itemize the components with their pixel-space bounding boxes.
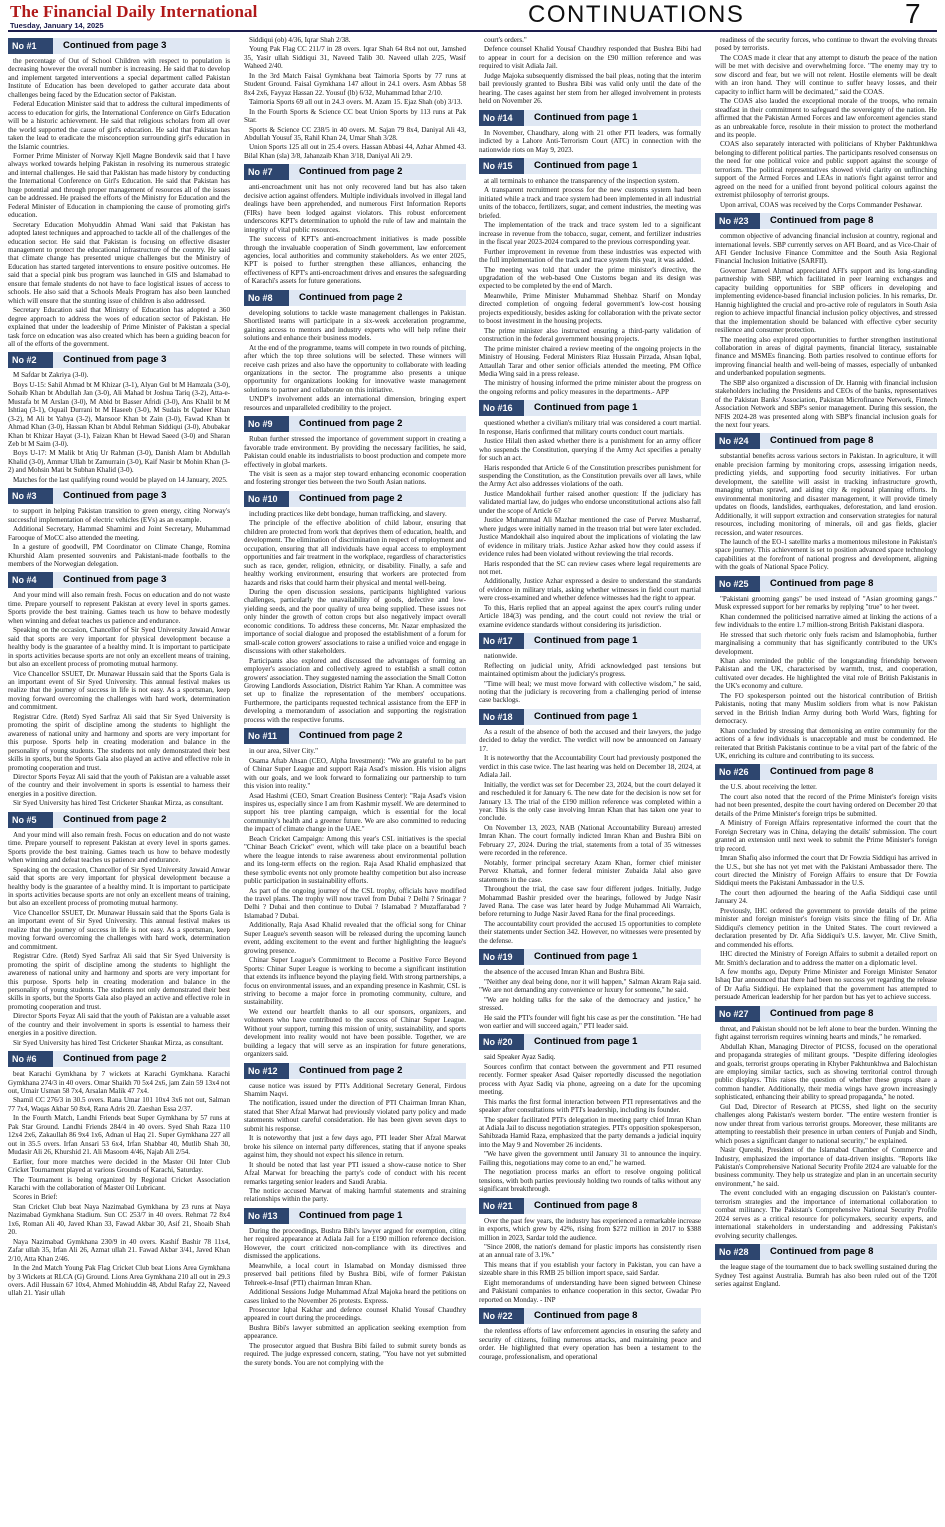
- article-paragraph: Sir Syed University has hired Test Cricketer Shaukat Mirza, as consultant.: [13, 799, 224, 808]
- article-paragraph: Imran Shafiq also informed the court that Dr Fowzia Siddiqui has arrived in the U.S., but she has not yet met with the Pakistani Ambassador there. The court directed the Ministry of Foreign Affairs to ensure that Dr Fowzia Siddiqui meets the Pakistani Ambassador in the U.S.: [715, 854, 937, 888]
- article-paragraph: The COAS made it clear that any attempt to disturb the peace of the nation will be met with decisive and overwhelming force. "The enemy may try to sow discord and fear, but we will not relent. Hostile elements will be dealt with an iron hand. They will continue to suffer heavy losses, and their capacity to inflict harm will be decimated," said the COAS.: [715, 53, 937, 96]
- newspaper-name: The Financial Daily International: [10, 2, 258, 21]
- article-paragraph: Haris responded that Article 6 of the Constitution prescribes punishment for suspending the Constitution, as the Constitution prevails over all laws, while the Army Act also addresses violations of the oath.: [479, 463, 701, 489]
- article-paragraph: Earlier, four more matches were decided in the Master Oil Inter Club Cricket Tournament played at various Grounds of Karachi, Saturday.: [8, 1157, 230, 1175]
- article-paragraph: Director Sports Feyaz Ali said that the youth of Pakistan are a valuable asset of the country and their involvement in sports is essential to harness their energies in a positive direction.: [8, 1012, 230, 1038]
- continuation-number: No #9: [244, 416, 289, 432]
- continuation-source: Continued from page 3: [53, 38, 230, 54]
- article-paragraph: The meeting also explored opportunities to further strengthen institutional collaboration in areas of digital payments, financial literacy, sustainable finance and MSMEs financing. Both parties resolved to continue efforts for improving financial health and well-being of masses, especially of unbanked and underbanked population segments.: [715, 335, 937, 378]
- article: [8, 572, 230, 807]
- article-paragraph: Additionally, Justice Azhar expressed a desire to understand the standards of evidence in military trials, asking whether witnesses in field court martial were cross-examined and whether defence witnesses had the right to appear.: [479, 577, 701, 603]
- continuation-header: [479, 633, 701, 649]
- article-paragraph: in our area, Silver City.": [249, 747, 319, 756]
- article-paragraph: Shamil CC 276/3 in 30.5 overs. Rana Umar 101 10x4 3x6 not out, Salman 77 7x4, Waqas Akbar 50 8x4, Rana Adris 20. Zaeshan Essa 2/37.: [8, 1096, 230, 1113]
- article-paragraph: "We have given the government until January 31 to announce the inquiry. Failing this, negotiations may come to an end," he warned.: [479, 1150, 701, 1167]
- continuation-header: [479, 1308, 701, 1324]
- continuation-number: No #1: [8, 38, 53, 54]
- continuation-header: [8, 572, 230, 588]
- article-paragraph: "We are holding talks for the sake of the democracy and justice," he stressed.: [479, 995, 701, 1013]
- continuation-header: [479, 158, 701, 174]
- article-paragraph: Matches for the last qualifying round would be played on 14 January, 2025.: [13, 475, 228, 484]
- article-paragraph: In the Fourth Sports & Science CC beat Union Sports by 113 runs at Pak Star.: [244, 107, 466, 125]
- article-paragraph: Stan Cricket Club beat Naya Nazimabad Gymkhana by 23 runs at Naya Nazimabad Gymkhana Stadium. Sun CC 253/7 in 40 overs. Rehmat 72 8x4 1x6, Roman Ali 40, Javed Khan 33, Fawad Akbar 30, Asif 21, Shoaib Shah 20.: [8, 1202, 230, 1237]
- continuation-number: No #3: [8, 488, 53, 504]
- continuation-number: No #11: [244, 728, 289, 744]
- continuation-source: Continued from page 3: [53, 352, 230, 368]
- article-paragraph: Ruban further stressed the importance of government support in creating a favorable trade environment. By providing the necessary facilities, he said, Pakistan could enable its industrialists to boost production and compete more effectively in global markets.: [244, 435, 466, 469]
- article: [244, 416, 466, 487]
- article: [479, 110, 701, 154]
- article: [8, 352, 230, 484]
- article: [244, 728, 466, 1058]
- article-paragraph: Reflecting on judicial unity, Afridi acknowledged past tensions but maintained optimism about the judiciary's progress.: [479, 661, 701, 679]
- continuation-header: [715, 1006, 937, 1022]
- continuation-number: No #22: [479, 1308, 524, 1324]
- article-paragraph: including practices like debt bondage, human trafficking, and slavery.: [249, 509, 447, 518]
- continuation-source: Continued from page 2: [289, 290, 466, 306]
- article: [479, 36, 701, 106]
- article-paragraph: Scores in Brief:: [13, 1193, 58, 1202]
- continuation-header: [244, 1208, 466, 1224]
- article-paragraph: Registrar Cdre. (Retd) Syed Sarfraz Ali said that Sir Syed University is promoting the spirit of discipline among the students to highlight the awareness of national unity and harmony and sports are very important for this purpose. Sports help in creating moderation and balance in the personality of young students. The students not only demonstrated their best skills in sports, but the Sports Gala also played an active and effective role in promoting cooperation and trust.: [8, 952, 230, 1011]
- article-paragraph: developing solutions to tackle waste management challenges in Pakistan. Shortlisted teams will participate in a six-week acceleration programme, gaining access to mentors and industry experts who will help refine their solutions and enhance their business models.: [244, 308, 466, 343]
- continuation-source: Continued from page 1: [524, 400, 701, 416]
- article-paragraph: nationwide.: [484, 652, 518, 661]
- continuation-header: [8, 352, 230, 368]
- article-paragraph: Former Prime Minister of Norway Kjell Magne Bondevik said that I have always worked towards helping Pakistan in resolving its numerous strategic and internal challenges. He said that Pakistan has made history by conducting the International Conference on Girl's Education. He said that Pakistan has huge potential and through proper management of resources all of the issues can be addressed. He praised the efforts of the Ministry for Education and the Federal Minister of Education in championing the cause of promoting girl's education.: [8, 151, 230, 220]
- article-paragraph: Khan condemned the politicised narrative aimed at linking the actions of a few individuals to the entire 1.7 million-strong British Pakistani diaspora.: [715, 612, 937, 630]
- article-paragraph: Chinar Super League's Commitment to Become a Positive Force Beyond Sports: Chinar Super League is working to become a significant institution that extends its influence beyond the playing field. With strong partnerships, a focus on environmental issues, and an expanding presence in Kashmir, CSL is striving to become a major force in promoting community, culture, and sustainability.: [244, 956, 466, 1007]
- article: [479, 949, 701, 1030]
- column-4: [715, 36, 937, 1523]
- continuation-header: [8, 1051, 230, 1067]
- article-paragraph: to support in helping Pakistan transition to green energy, citing Norway's successful implementation of electric vehicles (EVs) as an example.: [8, 507, 230, 524]
- article-paragraph: As a result of the absence of both the accused and their lawyers, the judge decided to delay the verdict. The verdict will now be announced on January 17.: [479, 727, 701, 753]
- article: [244, 36, 466, 160]
- article: [715, 1244, 937, 1288]
- continuation-header: [8, 488, 230, 504]
- article-paragraph: He stressed that such rhetoric only fuels racism and Islamophobia, further marginalising a community that has significantly contributed to the UK's development.: [715, 630, 937, 656]
- continuation-number: No #2: [8, 352, 53, 368]
- article-paragraph: During the proceedings, Bushra Bibi's lawyer argued for exemption, citing her required appearance at Adiala Jail for a £190 million reference decision. However, the court criticized non-compliance with its directives and dismissed the applications.: [244, 1226, 466, 1261]
- article-paragraph: Speaking on the occasion, Chancellor of Sir Syed University Jawaid Anwar said that sports are very important for physical development because a healthy body is the guarantee of a healthy mind. It is important to participate in sports activities because sports are not only an excellent means of training, but also an excellent process of promoting mutual harmony.: [8, 626, 230, 669]
- article-paragraph: A transparent recruitment process for the new customs system had been initiated while a track and trace system had been implemented in all industrial units of the tobacco, fertilizers, sugar, and cement industries, the meeting was briefed.: [479, 186, 701, 220]
- article: [479, 400, 701, 629]
- continuation-source: Continued from page 8: [760, 764, 937, 780]
- continuation-number: No #10: [244, 491, 289, 507]
- page-number: 7: [905, 0, 921, 29]
- continuation-source: Continued from page 1: [524, 110, 701, 126]
- article-paragraph: The implementation of the track and trace system led to a significant increase in revenue from the tobacco, sugar, cement, and fertilizer industries in the fiscal year 2023-2024 compared to the previous corresponding year.: [479, 221, 701, 247]
- article-paragraph: This marks the first formal interaction between PTI representatives and the speaker after consultations with PTI's leadership, including its founder.: [479, 1097, 701, 1115]
- article-paragraph: In November, Chaudhary, along with 21 other PTI leaders, was formally indicted by a Lahore Anti-Terrorism Court (ATC) in connection with the nationwide riots on May 9, 2023.: [479, 128, 701, 154]
- article: [8, 38, 230, 348]
- article-paragraph: During the open discussion sessions, participants highlighted various challenges, particularly the unavailability of goods, defective and low-yielding seeds, and the poor quality of urea being supplied. These issues not only hinder the growth of cotton crops but also negatively impact overall economic conditions. To address these concerns, Mr. Nazar emphasized the importance of social dialogue and proposed the establishment of a forum for small-scale cotton growers' associations to raise a unified voice and engage in discussions with other stakeholders.: [244, 588, 466, 656]
- article-paragraph: In the 2nd Match Young Pak Flag Cricket Club beat Lions Area Gymkhana by 3 Wickets at RLCA (G) Ground. Lions Area Gymkhana 210 all out in 29.3 overs. Adil Hussain 67 10x4, Ahmed Mohiuddin 48, Abdul Rafay 22, Naveed ullah 21. Yasir ullah: [8, 1264, 230, 1298]
- article-paragraph: It is noteworthy that the Accountability Court had previously postponed the verdict in this case twice. The last hearing was held on December 18, 2024, at Adiala Jail.: [479, 754, 701, 780]
- continuation-header: [715, 764, 937, 780]
- article-paragraph: Prosecutor Iqbal Kakhar and defence counsel Khalid Yousaf Chaudhry appeared in court during the proceedings.: [244, 1306, 466, 1323]
- article-paragraph: Eight memorandums of understanding have been signed between Chinese and Pakistani companies to enhance cooperation in this sector, Gwadar Pro reported on Monday. - INP: [479, 1278, 701, 1304]
- article-paragraph: The FO spokesperson pointed out the historical contribution of British Pakistanis, noting that many Muslim soldiers from what is now Pakistan served in the British Indian Army during both World Wars, fighting for democracy.: [715, 691, 937, 726]
- continuation-header: [479, 709, 701, 725]
- article-paragraph: the absence of the accused Imran Khan and Bushra Bibi.: [484, 968, 645, 977]
- article-paragraph: Boys U-17: M Malik bt Atiq Ur Rahman (3-0), Danish Alam bt Abdullah Khalid (3-0), Ammar Ullah bt Zamurrain (3-0), Kaif Nasir bt Mohin Khan (3-2) and Mohsin Mati bt Subhan Khalid (3-0).: [8, 449, 230, 475]
- article-paragraph: "Neither any deal being done, nor it will happen," Salman Akram Raja said. "We are not demanding any convenience or luxury for someone," he said.: [479, 977, 701, 995]
- continuation-source: Continued from page 2: [289, 416, 466, 432]
- article: [715, 36, 937, 209]
- article-paragraph: Sports & Science CC 238/5 in 40 overs. M. Sajan 79 8x4, Daniyal Ali 43, Abdullah Yousuf 35, Rahil Khan 24, Umar Shah 3/28.: [244, 125, 466, 142]
- article-paragraph: Federal Education Minister said that to address the cultural impediments of access to education for girls, the International Conference on Girl's Education will be a historic achievement. He said that religious scholars from all over the world supported the cause of girl's education. He said that Pakistan has taken the lead to eradicate the misconception surrounding girl's education in the Islamic countries.: [8, 100, 230, 151]
- article-paragraph: Bushra Bibi's lawyer submitted an application seeking exemption from appearance.: [244, 1323, 466, 1341]
- article-paragraph: The notice accused Marwat of making harmful statements and straining relationships within the party.: [244, 1187, 466, 1204]
- continuation-source: Continued from page 1: [524, 709, 701, 725]
- article-paragraph: Meanwhile, Prime Minister Muhammad Shehbaz Sharif on Monday directed completion of ongoing federal government's low-cost housing projects expeditiously, besides asking for collaboration with the private sector to boost investment in the housing projects.: [479, 291, 701, 326]
- article-paragraph: The ministry of housing informed the prime minister about the progress on the ongoing reforms and policy measures in the departments.- APP: [479, 379, 701, 396]
- article-paragraph: "Since 2008, the nation's demand for plastic imports has consistently risen at an annual rate of 3.1%.": [479, 1243, 701, 1260]
- continuation-number: No #24: [715, 433, 760, 449]
- article-paragraph: Boys U-15: Sahil Ahmad bt M Khizar (3-1), Alyan Gul bt M Hamzala (3-0), Sohaib Khan bt Abdullah Jan (3-0), Ali Mahad bt Joshua Tariq (3-2), Atta-e-Mustafa bt M Arslan (3-0), M Abid bt Basser Afridi (3-0), Ans Khalil bt M Ishtiaq (3-1), Oquail Durrani bt M Haseeb (3-0), M Sudais bt Qadeer Khan (3-2), M Ali bt Yahya (3-2), Mansoor Khan bt Zain (3-0), Fawad Khan bt Ahmad Khan (3-0), Hassan Khan bt Abdul Rehman Siddiqui (3-0), Abubakar Khan bt Khizar Hayat (3-1), Faizan Khan bt Hewad Saeed (3-0) and Sharan Zeb bt M Saim (3-0).: [8, 380, 230, 449]
- column-1: [8, 36, 230, 1523]
- continuation-number: No #16: [479, 400, 524, 416]
- article-paragraph: The launch of the EO-1 satellite marks a momentous milestone in Pakistan's space journey. This achievement is set to position advanced space technology capabilities at the forefront of national progress and development, aligning with the goals of National Space Policy.: [715, 538, 937, 572]
- article-paragraph: The prime minister also instructed ensuring a third-party validation of construction in the federal government housing projects.: [479, 326, 701, 344]
- continuation-header: [8, 38, 230, 54]
- article: [479, 1034, 701, 1193]
- article-paragraph: common objective of advancing financial inclusion at country, regional and international levels. SBP currently serves on AFI Board, and as Vice-Chair of AFI Gender Inclusive Finance Committee and the South Asia Regional Financial Inclusion Initiative (SARFII).: [715, 232, 937, 266]
- continuation-source: Continued from page 8: [524, 1308, 701, 1324]
- article-paragraph: Haris responded that the SC can review cases where legal requirements are not met.: [479, 559, 701, 577]
- article: [244, 491, 466, 724]
- article-paragraph: Siddiqui (ob) 4/36, Iqrar Shah 2/38.: [249, 36, 351, 44]
- article-paragraph: The COAS also lauded the exceptional morale of the troops, who remain steadfast in their commitment to safeguard the sovereignty of the nation. He affirmed that the Pakistan Armed Forces and law enforcement agencies stand as an unbreakable force, resolute in their mission to protect the motherland and its people.: [715, 97, 937, 139]
- continuation-source: Continued from page 2: [289, 728, 466, 744]
- article-paragraph: Union Sports 125 all out in 25.4 overs. Hassan Abbasi 44, Azhar Ahmed 43. Bilal Khan (sla) 3/8, Jahanzaib Khan 3/18, Daniyal Ali 2/9.: [244, 143, 466, 160]
- continuation-header: [715, 1244, 937, 1260]
- continuation-source: Continued from page 3: [53, 572, 230, 588]
- article: [479, 709, 701, 945]
- continuation-header: [715, 576, 937, 592]
- article-paragraph: The prosecutor argued that Bushra Bibi failed to submit surety bonds as required. The judge expressed concern, stating, "You have not yet submitted the surety bonds. You are not complying with the: [244, 1341, 466, 1367]
- article: [244, 290, 466, 412]
- article-paragraph: beat Karachi Gymkhana by 7 wickets at Karachi Gymkhana. Karachi Gymkhana 274/3 in 40 overs. Omar Shaikh 70 5x4 2x6, jam Zain 59 13x4 not out, Umair Usman 58 7x4, Arsalan Malik 47 7x4.: [8, 1070, 230, 1096]
- continuation-source: Continued from page 1: [524, 1034, 701, 1050]
- article-paragraph: This means that if you establish your factory in Pakistan, you can have a sizeable share in this RMB 25 billion import space, said Sardar.: [479, 1260, 701, 1278]
- continuation-number: No #14: [479, 110, 524, 126]
- article-paragraph: the percentage of Out of School Children with respect to population is decreasing however the overall number is increasing. He said that to develop and implement targeted interventions a special department called Pakistan Institute of Education has been developed to gather accurate data about challenges being faced by the Education sector of Pakistan.: [8, 57, 230, 99]
- continuation-number: No #6: [8, 1051, 53, 1067]
- header-rule: [8, 30, 937, 32]
- article-paragraph: A few months ago, Deputy Prime Minister and Foreign Minister Senator Ishaq Dar announced that there had been no success yet regarding the release of Dr Aafia Siddiqui. He explained that the government has attempted to persuade American leadership for her pardon but has yet to achieve success.: [715, 967, 937, 1002]
- article: [479, 1308, 701, 1361]
- article: [8, 1051, 230, 1298]
- article-paragraph: He said the PTI's founder will fight his case as per the constitution. "He had won earlier and will succeed again," PTI leader said.: [479, 1013, 701, 1030]
- continuation-header: [8, 812, 230, 828]
- article-paragraph: Additional Secretary, Hammad Shamimi and Joint Secretary, Muhammad Farooque of MoCC also attended the meeting.: [8, 525, 230, 542]
- article-paragraph: Speaking on the occasion, Chancellor of Sir Syed University Jawaid Anwar said that sports are very important for physical development because a healthy body is the guarantee of a healthy mind. It is important to participate in sports activities because sports are not only an excellent means of training, but also an excellent process of promoting mutual harmony.: [8, 865, 230, 908]
- article: [8, 812, 230, 1047]
- article-paragraph: The speaker facilitated PTI's delegation in meeting party chief Imran Khan at Adiala Jail to discuss negotiation strategies. PTI's opposition spokesperson, Sahibzada Hamid Raza, emphasized that the party demands a judicial inquiry into the May 9 and November 26 incidents.: [479, 1115, 701, 1149]
- article-paragraph: We extend our heartfelt thanks to all our sponsors, organizers, and volunteers who have contributed to the success of Chinar Super League. Without your support, turning this mission of unity, sustainability, and sports development into reality would not have been possible. Together, we are building a legacy that will serve as an inspiration for future generations, organizers said.: [244, 1007, 466, 1059]
- article-paragraph: Registrar Cdre. (Retd) Syed Sarfraz Ali said that Sir Syed University is promoting the spirit of discipline among the students to highlight the awareness of national unity and harmony and sports are very important for this purpose. Sports help in creating moderation and balance in the personality of young students. The students not only demonstrated their best skills in sports, but the Sports Gala also played an active and effective role in promoting cooperation and trust.: [8, 712, 230, 772]
- article-paragraph: Vice Chancellor SSUET, Dr. Munawar Hussain said that the Sports Gala is an important event of Sir Syed University. This annual festival makes us realize that the journey of success in life is not easy. As a sportsman, keep moving forward overcoming the challenges with hard work, determination and commitment.: [8, 908, 230, 951]
- article-paragraph: And your mind will also remain fresh. Focus on education and do not waste time. Prepare yourself to represent Pakistan at every level in sports games. Sports provide the best training. Games teach us how to behave modestly when winning and defeat teaches us patience and endurance.: [8, 591, 230, 625]
- article-paragraph: Nasir Qureshi, President of the Islamabad Chamber of Commerce and Industry, emphasized the importance of data-driven insights. "Reports like Pakistan's Comprehensive National Security Profile 2024 are valuable for the business community. They help us strategize and plan in an uncertain security environment," he said.: [715, 1146, 937, 1188]
- article-paragraph: Asad Hashmi (CEO, Smart Creation Business Center): "Raja Asad's vision inspires us, especially since I am from Kashmir myself. We are determined to support his tree planting campaign, which is essential for the local community's health and a greener future. We are also committed to reducing the impact of climate change in the UAE.": [244, 791, 466, 834]
- continuation-number: No #5: [8, 812, 53, 828]
- article-paragraph: The success of KPT's anti-encroachment initiatives is made possible through the invaluable cooperation of Sindh government, law enforcement agencies, local authorities and community stakeholders. As we enter 2025, KPT is poised to further strengthen these alliances, enhancing the effectiveness of KPT's anti-encroachment drives and ensures the safeguarding of Karachi's assets for future generations.: [244, 235, 466, 286]
- continuation-header: [244, 728, 466, 744]
- article-paragraph: As part of the ongoing journey of the CSL trophy, officials have modified the travel plans. The trophy will now travel from Dubai ? Delhi ? Srinagar ? Delhi ? Dubai and then continue to Dubai ? Islamabad ? Muzaffarabad ? Islamabad ? Dubai.: [244, 886, 466, 920]
- article-paragraph: the U.S. about receiving the letter.: [720, 783, 817, 792]
- article-paragraph: "Pakistani grooming gangs" be used instead of "Asian grooming gangs." Musk expressed support for her remarks by replying "true" to her tweet.: [715, 594, 937, 612]
- article-paragraph: M Safdar bt Zakriya (3-0).: [13, 371, 89, 380]
- article-paragraph: The court then adjourned the hearing of the Aafia Siddiqui case until January 24.: [715, 888, 937, 906]
- article-paragraph: To this, Haris replied that an appeal against the apex court's ruling under Article 184(3) was pending, and the court could not review the trial or examine evidence standards without considering its jurisdiction.: [479, 603, 701, 629]
- continuation-number: No #13: [244, 1208, 289, 1224]
- article-paragraph: A Ministry of Foreign Affairs representative informed the court that the Foreign Secretary was in China, delaying the details' submission. The court granted an extension until next week to submit the Prime Minister's foreign trip record.: [715, 819, 937, 853]
- continuation-number: No #23: [715, 213, 760, 229]
- article: [715, 433, 937, 571]
- article-paragraph: In a gesture of goodwill, PM Coordinator on Climate Change, Romina Khurshid Alam presented souvenirs and Pakistani-made footballs to the members of the Norwegian delegation.: [8, 543, 230, 569]
- article-paragraph: Secretary Education Mohyuddin Ahmad Wani said that Pakistan has adopted latest techniques and approached to tackle all of the challenges of the education sector. He said that Pakistan is focusing on effective disaster management to protect the educational infrastructure of the country. He said that climate change has presented unique challenges but the Ministry of Education has started targeted interventions to ensure positive outcomes. He said that a special pink bus program was launched in GIS and Islamabad to ensure that female students do not have to face logistical issues of access to schools. He also said that a Schools Meals Program has also been launched which will ensure that the stunting issue of children is also addressed.: [8, 220, 230, 305]
- continuation-header: [715, 213, 937, 229]
- continuation-number: No #12: [244, 1063, 289, 1079]
- article-paragraph: Sources confirm that contact between the government and PTI resumed recently. Former speaker Asad Qaiser reportedly discussed the negotiation process with Ayaz Sadiq via phone, agreeing on a date for the upcoming meeting.: [479, 1062, 701, 1097]
- article-paragraph: Upon arrival, COAS was received by the Corps Commander Peshawar.: [720, 200, 923, 209]
- continuation-header: [244, 491, 466, 507]
- continuation-header: [244, 1063, 466, 1079]
- continuation-number: No #26: [715, 764, 760, 780]
- article-paragraph: Justice Mandokhail further raised another question: If the judiciary has validated martial law, do judges who endorse unconstitutional actions also fall under the scope of Article 6?: [479, 489, 701, 515]
- continuation-source: Continued from page 2: [53, 812, 230, 828]
- article: [715, 1006, 937, 1240]
- article-paragraph: Over the past few years, the industry has experienced a remarkable increase in exports, which grew by 42%, rising from $272 million in 2017 to $388 million in 2023, Sardar told the audience.: [479, 1216, 701, 1242]
- article-paragraph: It is noteworthy that just a few days ago, PTI leader Sher Afzal Marwat broke his silence on internal party differences, stating that if anyone speaks against him, they should not expect his silence in return.: [244, 1134, 466, 1160]
- continuation-source: Continued from page 3: [53, 488, 230, 504]
- article-paragraph: said Speaker Ayaz Sadiq.: [484, 1053, 556, 1062]
- continuation-source: Continued from page 8: [760, 1006, 937, 1022]
- article-paragraph: The principle of the effective abolition of child labour, ensuring that children are protected from work that deprives them of education, health, and development. The elimination of discrimination in respect of employment and occupation, ensuring that all individuals have equal access to employment opportunities and fair treatment in the workplace, regardless of characteristics such as race, gender, religion, ethnicity, or disability. Finally, a safe and healthy working environment, ensuring that workers are protected from hazards and risks that could harm their physical and mental well-being.: [244, 519, 466, 587]
- article-paragraph: The negotiation process marks an effort to resolve ongoing political tensions, with both parties previously holding two rounds of talks without any significant breakthrough.: [479, 1168, 701, 1194]
- continuation-source: Continued from page 1: [524, 949, 701, 965]
- continuation-number: No #20: [479, 1034, 524, 1050]
- continuation-source: Continued from page 8: [760, 1244, 937, 1260]
- article-paragraph: Justice Hilali then asked whether there is a punishment for an army officer who suspends the Constitution, querying if the Army Act specifies a penalty for such an act.: [479, 437, 701, 463]
- continuation-source: Continued from page 8: [760, 433, 937, 449]
- continuation-number: No #28: [715, 1244, 760, 1260]
- article: [479, 1198, 701, 1305]
- article: [244, 1208, 466, 1367]
- column-2: [244, 36, 466, 1523]
- article-paragraph: Gul Dad, Director of Research at PICSS, shed light on the security challenges along Pakistan's western border. "The entire western frontier is now under threat from various terrorist groups. Moreover, these militants are attempting to reestablish their presence in urban centers of Punjab and Sindh, which poses a significant danger to national security," he explained.: [715, 1102, 937, 1145]
- article-paragraph: The notification, issued under the direction of PTI Chairman Imran Khan, stated that Sher Afzal Marwat had previously violated party policy and made statements without careful consideration. He has been given seven days to submit his response.: [244, 1099, 466, 1133]
- article-paragraph: Sir Syed University has hired Test Cricketer Shaukat Mirza, as consultant.: [13, 1038, 224, 1047]
- article-paragraph: court's orders.": [484, 36, 527, 44]
- article: [244, 164, 466, 285]
- article-paragraph: Governor Jameel Ahmad appreciated AFI's support and its long-standing partnership with SBP, which facilitated in peer learning exchanges and capacity building opportunities for SBP officers in developing and implementing evidence-based financial inclusion policies. In his remarks, Dr. Hannig highlighted the crucial and pro-active role of regulators in South Asia region to achieve impactful financial inclusion policy objectives, and stressed that the implementation should be balanced with effective cyber security resilience and consumer protection.: [715, 266, 937, 335]
- continuation-source: Continued from page 2: [53, 1051, 230, 1067]
- article-paragraph: The SBP also organized a discussion of Dr. Hannig with financial inclusion stakeholders including the Presidents and CEOs of the banks, representatives of the Pakistan Banks' Association, Pakistan Microfinance Network, Fintech Association Network and SBP's senior management. During this session, the NFIS 2024-28 was presented along with SBP's financial inclusion goals for the next four years.: [715, 378, 937, 430]
- article-paragraph: threat, and Pakistan should not be left alone to bear the burden. Winning the fight against terrorism requires winning hearts and minds," he remarked.: [715, 1024, 937, 1042]
- continuation-number: No #4: [8, 572, 53, 588]
- article-paragraph: Vice Chancellor SSUET, Dr. Munawar Hussain said that the Sports Gala is an important event of Sir Syed University. This annual festival makes us realize that the journey of success in life is not easy. As a sportsman, keep moving forward overcoming the challenges with hard work, determination and commitment.: [8, 669, 230, 712]
- article: [244, 1063, 466, 1204]
- article-paragraph: Taimoria Sports 69 all out in 24.3 overs. M. Azam 15. Ejaz Shah (ob) 3/13.: [249, 98, 463, 107]
- article-paragraph: Young Pak Flag CC 211/7 in 28 overs. Iqrar Shah 64 8x4 not out, Jamshed 35, Yasir ullah Siddiqui 31, Naveed Talib 30. Naveed ullah 2/25, Wasif Waheed 2/40.: [244, 45, 466, 71]
- continuation-header: [479, 110, 701, 126]
- article-paragraph: "Time will heal; we must move forward with collective wisdom," he said, noting that the judiciary is recovering from a challenging period of intense case backlogs.: [479, 679, 701, 705]
- continuation-number: No #27: [715, 1006, 760, 1022]
- article-paragraph: The meeting was told that under the prime minister's directive, the upgradation of the web-based One Customs began and its design was expected to be completed by the end of March.: [479, 265, 701, 291]
- continuation-source: Continued from page 2: [289, 164, 466, 180]
- article-paragraph: UNDP's involvement adds an international dimension, bringing expert resources and unparalleled credibility to the project.: [244, 395, 466, 412]
- continuation-source: Continued from page 1: [524, 633, 701, 649]
- issue-date: Tuesday, January 14, 2025: [10, 21, 104, 30]
- article-paragraph: Defence counsel Khalid Yousaf Chaudhry responded that Bushra Bibi had to appear in court for a decision on the £90 million reference and was required to visit Adiala Jail.: [479, 45, 701, 71]
- article-paragraph: The visit is seen as a major step toward enhancing economic cooperation and fostering stronger ties between the two South Asian nations.: [244, 470, 466, 487]
- continuation-header: [479, 1034, 701, 1050]
- article-paragraph: It should be noted that last year PTI issued a show-cause notice to Sher Afzal Marwat for breaching the party's code of conduct with his recent remarks targeting senior leaders and Saudi Arabia.: [244, 1160, 466, 1186]
- continuation-number: No #7: [244, 164, 289, 180]
- article-paragraph: Throughout the trial, the case saw four different judges. Initially, Judge Mohammad Bashir presided over the hearings, followed by Judge Nasir Javed Rana. The case was later heard by Judge Muhammad Ali Warraich, before returning to Judge Nasir Javed Rana for the final proceedings.: [479, 885, 701, 919]
- continuation-number: No #15: [479, 158, 524, 174]
- article-paragraph: at all terminals to enhance the transparency of the inspection system.: [484, 176, 680, 185]
- article-paragraph: readiness of the security forces, who continue to thwart the evolving threats posed by terrorists.: [715, 36, 937, 53]
- article-paragraph: questioned whether a civilian's military trial was considered a court martial. In response, Haris confirmed that military courts conduct court martials.: [479, 419, 701, 436]
- article-paragraph: cause notice was issued by PTI's Additional Secretary General, Firdous Shamim Naqvi.: [244, 1081, 466, 1099]
- article-paragraph: IHC directed the Ministry of Foreign Affairs to submit a detailed report on Mr. Smith's declaration and to address the matter on a diplomatic level.: [715, 950, 937, 967]
- article-paragraph: Meanwhile, a local court in Islamabad on Monday dismissed three preserved bail petitions filed by Bushra Bibi, wife of former Pakistan Tehreek-e-Insaf (PTI) chairman Imran Khan.: [244, 1261, 466, 1287]
- article-paragraph: Osama Aftab Ahsan (CEO, Alpha Investment): "We are grateful to be part of Chinar Super League and support Raja Asad's mission. His vision aligns with our goals, and we look forward to formalizing our partnership to turn this vision into reality.": [244, 756, 466, 791]
- continuation-source: Continued from page 8: [760, 576, 937, 592]
- column-3: [479, 36, 701, 1523]
- article: [8, 488, 230, 568]
- article: [479, 158, 701, 396]
- article-paragraph: Secretary Education said that Ministry of Education has adopted a 360 degree approach to address the woes of education sector of Pakistan. He explained that under the leadership of Prime Minister of Pakistan a special task force on education was also created which has been a guiding beacon for all of the efforts of the government.: [8, 306, 230, 348]
- article-paragraph: COAS also separately interacted with politicians of Khyber Pakhtunkhwa belonging to different political parties. The participants resolved consensus on the need for one political voice and public support against the scourge of terrorism. The political representatives showed vivid clarity on unflinching support of the Armed Forces and LEAs in nation's fight against terror and agreed on the need for a unified front beyond political colours against the extremist philosophy of terrorist groups.: [715, 140, 937, 200]
- article-paragraph: At the end of the programme, teams will compete in two rounds of pitching, after which the top three solutions will be selected. These winners will receive cash prizes and also have the opportunity to collaborate with leading organizations in the sector. The programme also presents a unique opportunity for organizations looking for innovative waste management solutions to partner and collaborate on this initiative.: [244, 343, 466, 394]
- continuation-number: No #8: [244, 290, 289, 306]
- article-paragraph: Justice Muhammad Ali Mazhar mentioned the case of Pervez Musharraf, where judges were initially named in the treason trial but were later excluded. Justice Mandokhail also inquired about the implications of violating the law of evidence in military trials. Justice Azhar asked how they could assess if evidence rules had been violated without reviewing the trial records.: [479, 516, 701, 559]
- article: [715, 213, 937, 429]
- continuation-number: No #18: [479, 709, 524, 725]
- article-paragraph: Judge Majoka subsequently dismissed the bail pleas, noting that the interim bail previously granted to Bushra Bibi was valid only until the date of the hearing. The cases against her stem from her alleged involvement in protests held on November 26.: [479, 71, 701, 106]
- continuation-number: No #21: [479, 1198, 524, 1214]
- article-paragraph: In the 3rd Match Faisal Gymkhana beat Taimoria Sports by 77 runs at Student Ground. Faisal Gymkhana 147 allout in 24.1 overs. Asm Abbas 58 8x4 2x6, Fayyaz Hassan 22. Yousuf (lb) 6/32, Muhammad Izhar 2/10.: [244, 71, 466, 97]
- continuation-source: Continued from page 1: [289, 1208, 466, 1224]
- article: [479, 633, 701, 705]
- continuation-number: No #25: [715, 576, 760, 592]
- article-paragraph: substantial benefits across various sectors in Pakistan. In agriculture, it will enable precision farming by monitoring crops, assessing irrigation needs, predicting yields, and supporting food security initiatives. For urban development, the satellite will assist in tracking infrastructure growth, managing urban sprawl, and aiding city & regional planning efforts. In environmental monitoring and disaster management, it will provide timely updates on floods, landslides, earthquakes, deforestation, and land erosion. Additionally, it will support extraction and conservation strategies for natural resources, including monitoring of minerals, oil and gas fields, glacier recession, and water resources.: [715, 452, 937, 537]
- section-title: CONTINUATIONS: [528, 1, 745, 28]
- article-paragraph: Abdullah Khan, Managing Director of PICSS, focused on the operational and propaganda strategies of militant groups. "Despite differing ideologies and goals, terrorist groups operating in Khyber Pakhtunkhwa and Balochistan are employing similar tactics, such as showing territorial control through public displays. This raises the question of whether these groups share a common handler. Additionally, their media wings have grown increasingly sophisticated, enhancing their ability to spread propaganda," he noted.: [715, 1042, 937, 1102]
- article-paragraph: Additional Sessions Judge Muhammad Afzal Majoka heard the petitions on cases linked to the November 26 protests. Express.: [244, 1288, 466, 1305]
- article-paragraph: Further improvement in revenue from these industries was expected with the full implementation of the track and trace system this year, it was added.: [479, 247, 701, 265]
- article-paragraph: the league stage of the tournament due to back swelling sustained during the Sydney Test against Australia. Bumrah has also been ruled out of the T20I series against England.: [715, 1263, 937, 1288]
- article-paragraph: Additionally, Raja Asad Khalid revealed that the official song for Chinar Super League's seventh season will be released during the upcoming launch event, adding excitement to the event and further highlighting the league's growing presence.: [244, 921, 466, 955]
- article: [715, 576, 937, 761]
- continuation-number: No #17: [479, 633, 524, 649]
- continuation-header: [244, 290, 466, 306]
- article-paragraph: The Tournament is being organized by Regional Cricket Association Karachi with the collaboration of Master Oil Lubricant.: [8, 1175, 230, 1193]
- article-paragraph: anti-encroachment unit has not only recovered land but has also taken decisive action against offenders. Multiple individuals involved in illegal land dealings have been apprehended, and numerous First Information Reports (FIRs) have been lodged against violators. This robust enforcement underscores KPT's determination to uphold the rule of law and maintain the integrity of vital public resources.: [244, 183, 466, 234]
- article-paragraph: And your mind will also remain fresh. Focus on education and do not waste time. Prepare yourself to represent Pakistan at every level in sports games. Sports provide the best training. Games teach us how to behave modestly when winning and defeat teaches us patience and endurance.: [8, 830, 230, 865]
- article-paragraph: On November 13, 2023, NAB (National Accountability Bureau) arrested Imran Khan. The court formally indicted Imran Khan and Bushra Bibi on February 27, 2024. During the trial, statements from a total of 35 witnesses were recorded in the reference.: [479, 823, 701, 858]
- continuation-header: [244, 416, 466, 432]
- masthead: [0, 0, 945, 28]
- article: [715, 764, 937, 1001]
- article-paragraph: the relentless efforts of law enforcement agencies in ensuring the safety and security of citizens, foiling numerous attacks, and maintaining peace and order. He highlighted that every operation has been a testament to the courage, professionalism, and operational: [479, 1327, 701, 1361]
- article-paragraph: Previously, IHC ordered the government to provide details of the prime minister and foreign minister's foreign visits since the filing of Dr. Afia Siddiqui's clemency petition in the United States. The court reviewed a declaration presented by Dr. Afia Siddiqui's U.S. lawyer, Mr. Clive Smith, and commended his efforts.: [715, 906, 937, 949]
- continuation-source: Continued from page 8: [524, 1198, 701, 1214]
- continuation-header: [479, 400, 701, 416]
- article-paragraph: Naya Nazimabad Gymkhana 230/9 in 40 overs. Kashif Bashir 78 11x4, Zafar ullah 35, Irfan Ali 26, Azmat ullah 21. Fawad Akbar 3/41, Javed Khan 2/10, Atta Khan 2/46.: [8, 1237, 230, 1263]
- article-paragraph: Initially, the verdict was set for December 23, 2024, but the court delayed it and rescheduled it for January 6. The new date for the decision is now set for January 13. The trial of the £190 million reference was completed within a year. This is the only case involving Imran Khan that has taken one year to conclude.: [479, 780, 701, 823]
- article-paragraph: The court also noted that the record of the Prime Minister's foreign visits had not been presented, despite the court having ordered on December 20 that details of the Prime Minister's foreign trips be submitted.: [715, 792, 937, 818]
- continuation-source: Continued from page 2: [289, 1063, 466, 1079]
- article-paragraph: Khan concluded by stressing that demonising an entire community for the actions of a few individuals is unacceptable and must be condemned. He reiterated that British Pakistanis continue to be a vital part of the fabric of the UK, enriching its culture and contributing to its success.: [715, 726, 937, 760]
- continuation-source: Continued from page 2: [289, 491, 466, 507]
- article-paragraph: Notably, former principal secretary Azam Khan, former chief minister Pervez Khattak, and former federal minister Zubaida Jalal also gave statements in the case.: [479, 858, 701, 884]
- continuation-source: Continued from page 1: [524, 158, 701, 174]
- article-paragraph: Director Sports Feyaz Ali said that the youth of Pakistan are a valuable asset of the country and their involvement in sports is essential to harness their energies in a positive direction.: [8, 772, 230, 798]
- article-paragraph: The event concluded with an engaging discussion on Pakistan's counter-terrorism strategies and the importance of international collaboration to combat militancy. The Pakistan's Comprehensive National Security Profile 2024 serves as a critical resource for policymakers, security experts, and international stakeholders in understanding and addressing Pakistan's evolving security challenges.: [715, 1189, 937, 1240]
- article-paragraph: Participants also explored and discussed the advantages of forming an employer's association and collectively agreed to establish a small cotton growers' association. They suggested naming the association the Small Cotton Growing Landlords Association, District Rahim Yar Khan. A committee was set up to finalize the representation of the members' occupations. Furthermore, the participants requested technical assistance from the EFP in developing a memorandum of association and supporting the registration process with the respective forums.: [244, 656, 466, 724]
- article-paragraph: The accountability court provided the accused 15 opportunities to complete their statements under Section 342. However, no witnesses were presented by the defense.: [479, 919, 701, 945]
- article-paragraph: The prime minister chaired a review meeting of the ongoing projects in the Ministry of Housing. Federal Ministers Riaz Hussain Pirzada, Ahsan Iqbal, Attaullah Tarar and other senior officials attended the meeting, PM Office Media Wing said in a press release.: [479, 344, 701, 378]
- continuation-header: [715, 433, 937, 449]
- continuation-header: [244, 164, 466, 180]
- continuation-header: [479, 1198, 701, 1214]
- article-paragraph: Khan also reminded the public of the longstanding friendship between Pakistan and the UK, characterised by warmth, trust, and cooperation, cultivated over decades. He highlighted the vital role of British Pakistanis in the UK's economy and culture.: [715, 657, 937, 691]
- continuation-header: [479, 949, 701, 965]
- article-paragraph: In the Fourth Match, Landhi Friends beat Super Gymkhana by 57 runs at Pak Star Ground. Landhi Friends 284/4 in 40 overs. Syed Shah Raza 110 12x4 2x6, Zakaullah 86 9x4 1x6, Adnan ul Haq 21. Super Gymkhana 227 all out in 35.5 overs. Irfan Ansari 53 6x4, Irfan Shabbar 40, Mutlib Shah 30, Mudasir Ali 26, Khurshid 21. Ali Masoom 4/46, Najab Ali 2/54.: [8, 1114, 230, 1157]
- article-paragraph: Beach Cricket Campaign: Among this year's CSL initiatives is the special "Chinar Beach Cricket" event, which will take place on a beautiful beach where the league intends to raise awareness about environmental pollution and its long-term effects on the region. Raja Asad Khalid emphasized that these symbolic events not only promote healthy competition but also increase public participation in sustainability efforts.: [244, 834, 466, 886]
- continuation-source: Continued from page 8: [760, 213, 937, 229]
- continuation-number: No #19: [479, 949, 524, 965]
